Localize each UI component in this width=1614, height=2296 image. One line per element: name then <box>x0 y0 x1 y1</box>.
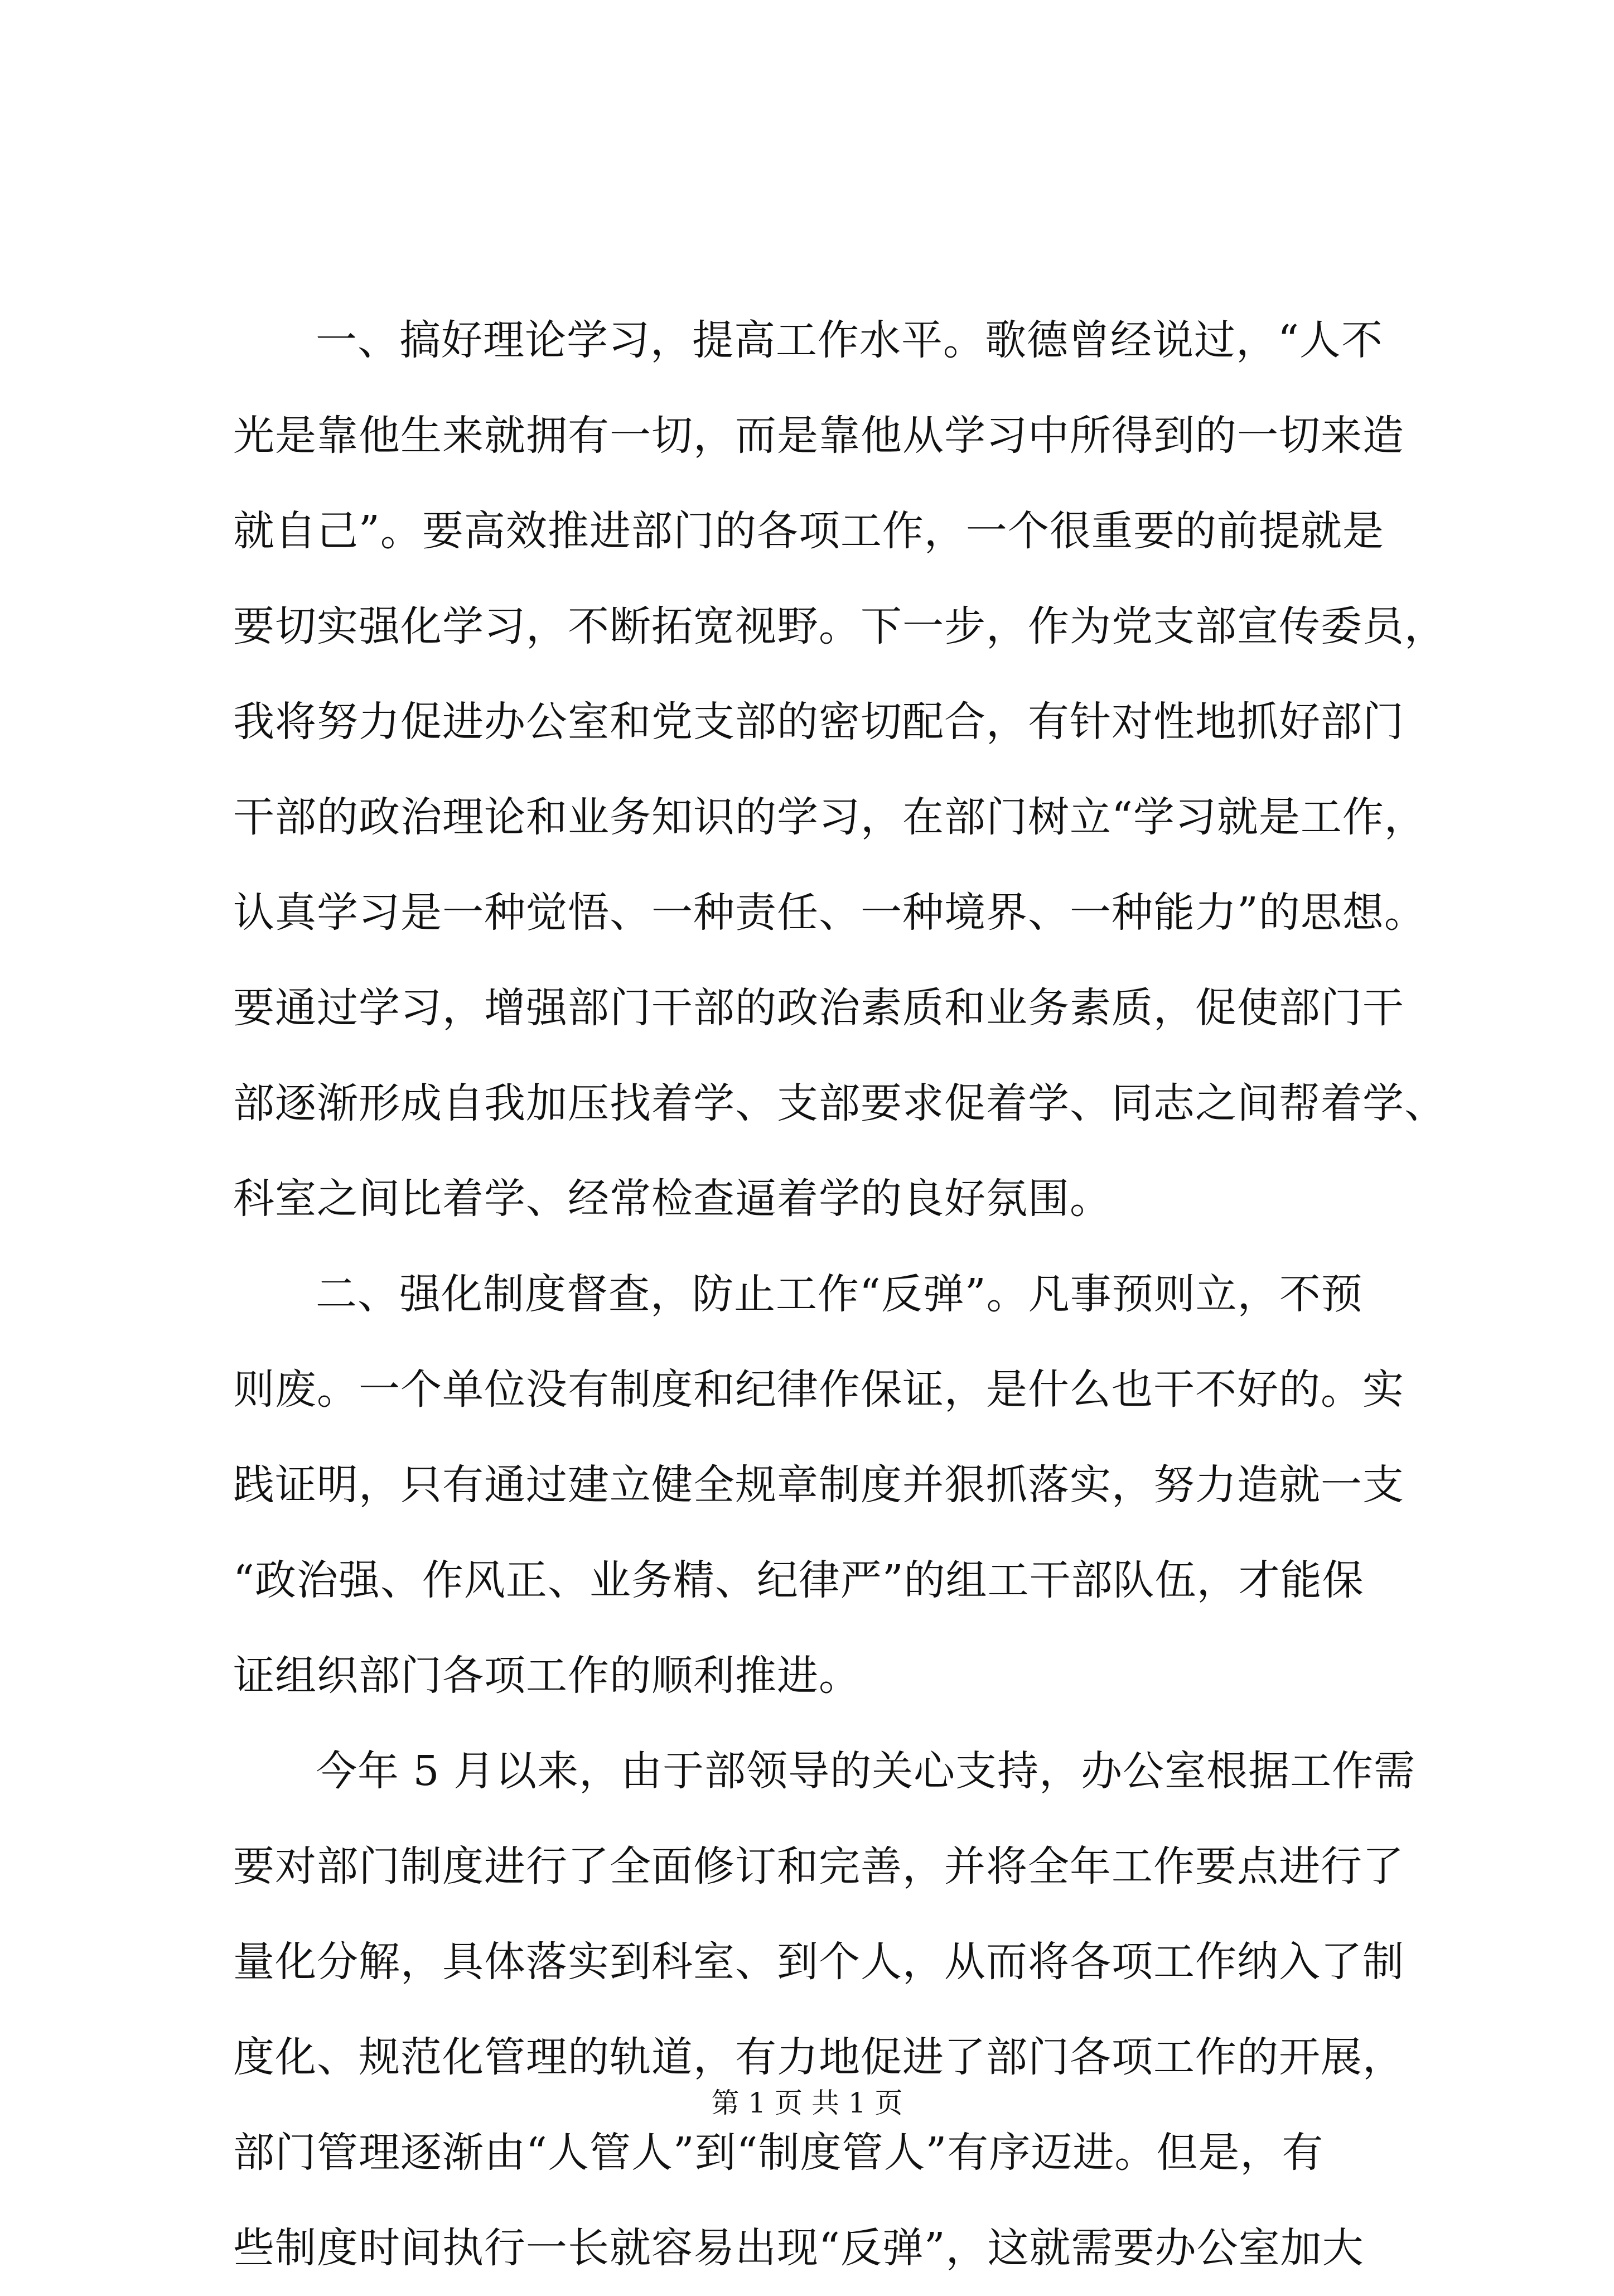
paragraph-3-line-6: 些制度时间执行一长就容易出现“反弹”，这就需要办公室加大 <box>233 2224 1364 2272</box>
page-number-footer: 第 1 页 共 1 页 <box>711 2087 903 2119</box>
paragraph-2-line-5: 证组织部门各项工作的顺利推进。 <box>233 1652 861 1700</box>
paragraph-3-line-1: 今年 5 月以来，由于部领导的关心支持，办公室根据工作需 <box>316 1747 1416 1795</box>
paragraph-1-line-6: 干部的政治理论和业务知识的学习，在部门树立“学习就是工作， <box>233 793 1426 841</box>
paragraph-1-line-3: 就自己”。要高效推进部门的各项工作，一个很重要的前提就是 <box>233 507 1384 555</box>
paragraph-3-line-3: 量化分解，具体落实到科室、到个人，从而将各项工作纳入了制 <box>233 1938 1404 1986</box>
paragraph-1-line-1: 一、搞好理论学习，提高工作水平。歌德曾经说过，“人不 <box>316 316 1383 364</box>
paragraph-2-line-3: 践证明，只有通过建立健全规章制度并狠抓落实，努力造就一支 <box>233 1461 1404 1509</box>
paragraph-3-line-4: 度化、规范化管理的轨道，有力地促进了部门各项工作的开展， <box>233 2033 1404 2081</box>
paragraph-1-line-4: 要切实强化学习，不断拓宽视野。下一步，作为党支部宣传委员， <box>233 602 1446 650</box>
paragraph-2-line-2: 则废。一个单位没有制度和纪律作保证，是什么也干不好的。实 <box>233 1366 1404 1414</box>
paragraph-2-line-1: 二、强化制度督查，防止工作“反弹”。凡事预则立，不预 <box>316 1270 1363 1318</box>
document-body <box>233 293 1446 2296</box>
paragraph-1-line-2: 光是靠他生来就拥有一切，而是靠他从学习中所得到的一切来造 <box>233 412 1404 460</box>
paragraph-1-line-9: 部逐渐形成自我加压找着学、支部要求促着学、同志之间帮着学、 <box>233 1079 1446 1127</box>
paragraph-1-line-5: 我将努力促进办公室和党支部的密切配合，有针对性地抓好部门 <box>233 698 1404 746</box>
paragraph-3-line-5: 部门管理逐渐由“人管人”到“制度管人”有序迈进。但是，有 <box>233 2129 1324 2177</box>
paragraph-1-line-7: 认真学习是一种觉悟、一种责任、一种境界、一种能力”的思想。 <box>233 889 1426 937</box>
paragraph-1-line-8: 要通过学习，增强部门干部的政治素质和业务素质，促使部门干 <box>233 984 1404 1032</box>
paragraph-2-line-4: “政治强、作风正、业务精、纪律严”的组工干部队伍，才能保 <box>233 1556 1364 1604</box>
paragraph-3-line-2: 要对部门制度进行了全面修订和完善，并将全年工作要点进行了 <box>233 1842 1404 1890</box>
paragraph-1-line-10: 科室之间比着学、经常检查逼着学的良好氛围。 <box>233 1175 1112 1223</box>
